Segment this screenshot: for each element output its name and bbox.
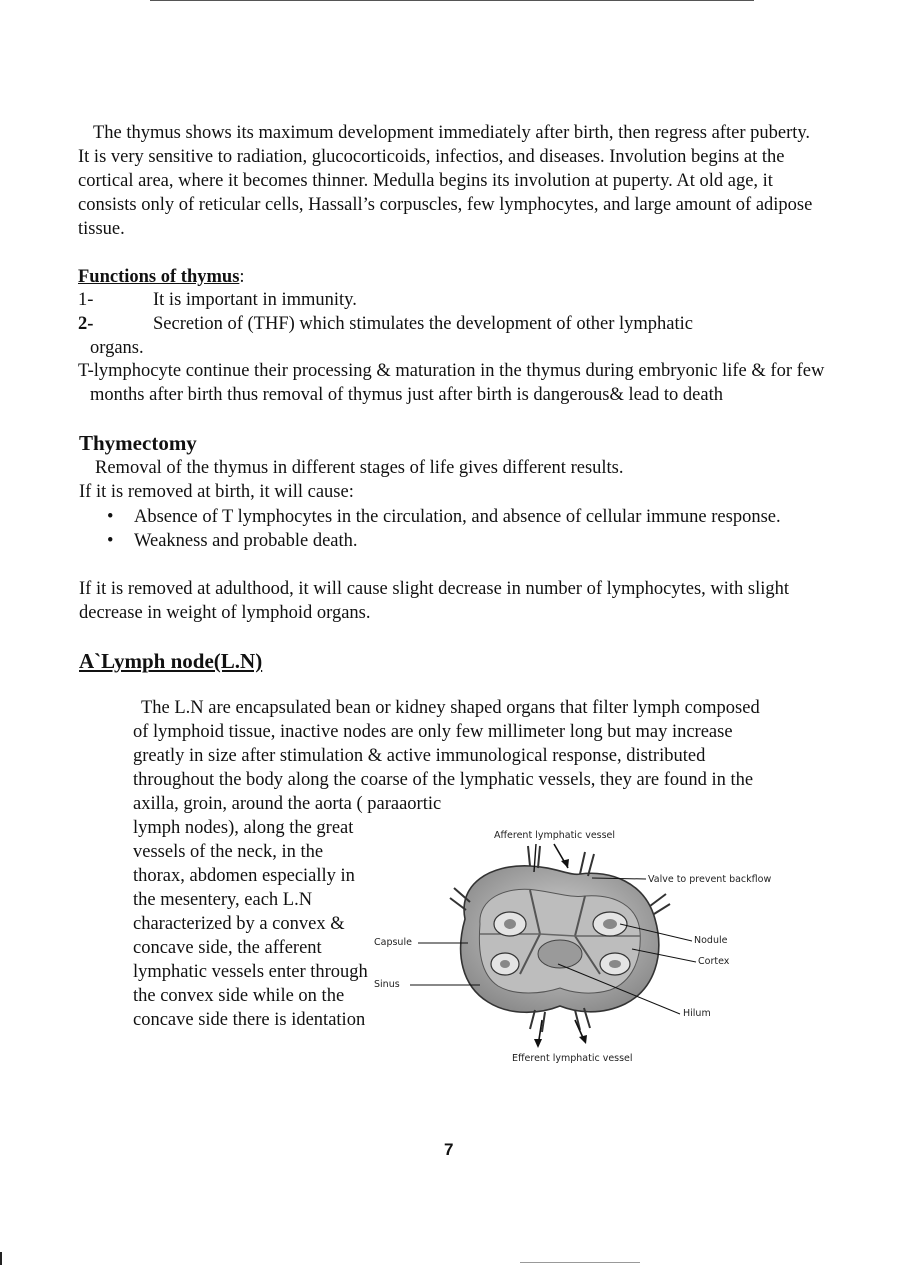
bottom-rule — [520, 1262, 640, 1263]
bullet-item — [104, 529, 804, 553]
thymectomy-removal-text: Removal of the thymus in different stages of life gives different results. — [95, 458, 624, 478]
medulla-shape — [538, 940, 582, 968]
thymectomy-bullet-list — [104, 505, 804, 553]
nodule-shape — [603, 919, 617, 929]
function-item-number: 1- — [78, 290, 94, 310]
function-item-number: 2- — [78, 314, 94, 334]
functions-heading-text: Functions of thymus — [78, 267, 240, 287]
label-capsule: Capsule — [374, 937, 412, 948]
top-rule — [150, 0, 754, 1]
t-lymphocyte-paragraph: T-lymphocyte continue their processing & maturation in the thymus during embryonic life & for few months after birth thus removal of thymus just after birth is dangerous& lead to death — [78, 361, 825, 405]
label-sinus: Sinus — [374, 979, 400, 990]
bullet-item-text: Absence of T lymphocytes in the circulation, and absence of cellular immune response. — [134, 507, 781, 527]
label-nodule: Nodule — [694, 935, 728, 946]
lymph-node-heading: A`Lymph node(L.N) — [79, 649, 263, 673]
nodule-shape — [500, 960, 510, 968]
thymectomy-birth-text: If it is removed at birth, it will cause: — [79, 482, 354, 502]
thymectomy-heading: Thymectomy — [79, 431, 197, 455]
bullet-item-text: Weakness and probable death. — [134, 531, 358, 551]
afferent-arrowhead — [561, 859, 569, 868]
label-efferent: Efferent lymphatic vessel — [512, 1053, 633, 1064]
bullet-item — [104, 505, 804, 529]
functions-heading — [78, 265, 245, 289]
bullet-dot-icon: • — [107, 507, 114, 527]
efferent-arrowhead — [579, 1035, 587, 1044]
efferent-arrowhead — [534, 1039, 542, 1048]
label-valve: Valve to prevent backflow — [648, 874, 772, 885]
intro-paragraph: The thymus shows its maximum development immediately after birth, then regress after puberty. It is very sensitive to radiation, glucocorticoids, infectios, and diseases. Involution begins at the cortical area, where it becomes thinner. Medulla begins its involution at puperty. At old age, it consists only of reticular cells, Hassall’s corpuscles, few lymphocytes, and large amount of adipose tissue. — [78, 123, 813, 239]
nodule-shape — [609, 960, 621, 968]
page-number: 7 — [444, 1140, 454, 1159]
afferent-vessel-shape — [580, 852, 594, 876]
label-hilum: Hilum — [683, 1008, 711, 1019]
function-item-text: Secretion of (THF) which stimulates the development of other lymphatic — [153, 314, 693, 334]
efferent-vessel-shape — [530, 1010, 545, 1032]
function-item-1 — [78, 288, 357, 312]
label-cortex: Cortex — [698, 956, 730, 967]
function-item-text: It is important in immunity. — [153, 290, 357, 310]
function-item-2-continuation: organs. — [90, 338, 144, 358]
function-item-2 — [78, 312, 693, 336]
scan-corner-mark — [0, 1252, 2, 1265]
lymph-node-diagram — [370, 824, 790, 1074]
lymph-node-drawing — [370, 824, 790, 1074]
lymph-node-paragraph: The L.N are encapsulated bean or kidney shaped organs that filter lymph composed of lymphoid tissue, inactive nodes are only few millimeter long but may increase greatly in size after stimulation & active immunological response, distributed throughout the body along the coarse of the lymphatic vessels, they are found in the axilla, groin, around the aorta ( paraaortic — [133, 698, 760, 814]
nodule-shape — [504, 919, 516, 929]
functions-heading-colon: : — [239, 267, 245, 287]
thymectomy-adult-text: If it is removed at adulthood, it will cause slight decrease in number of lymphocytes, with slight decrease in weight of lymphoid organs. — [79, 579, 790, 623]
lymph-node-side-paragraph: lymph nodes), along the great vessels of the neck, in the thorax, abdomen especially in the mesentery, each L.N characterized by a convex & concave side, the afferent lymphatic vessels enter through the convex side while on the concave side there is identation — [133, 818, 368, 1030]
label-afferent: Afferent lymphatic vessel — [494, 830, 616, 841]
bullet-dot-icon: • — [107, 531, 114, 551]
